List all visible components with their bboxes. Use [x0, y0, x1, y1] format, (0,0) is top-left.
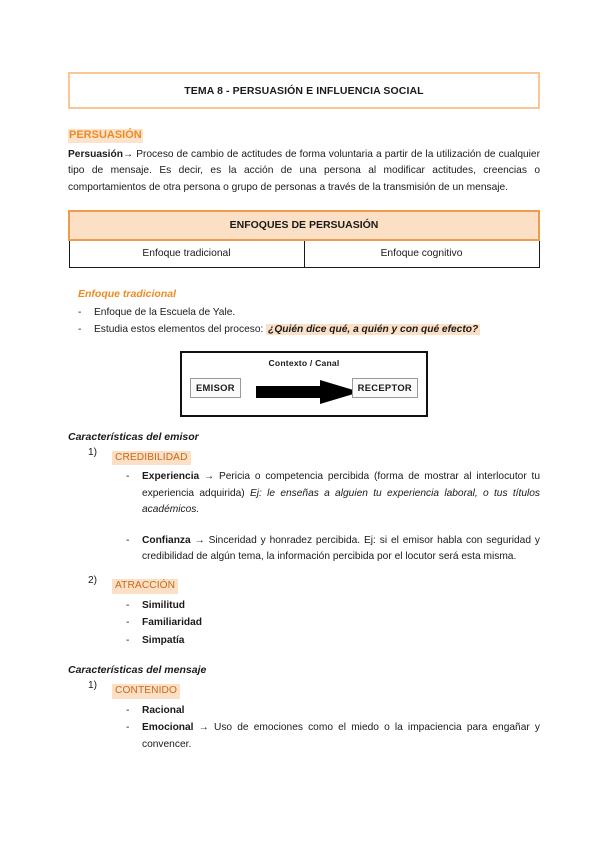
table-cell-enfoque-cognitivo: Enfoque cognitivo	[304, 240, 539, 268]
subitem-term: Racional	[142, 704, 185, 716]
subsection-heading-caracteristicas-mensaje: Características del mensaje	[68, 664, 207, 677]
table-header-row	[69, 211, 539, 240]
atraccion-sublist	[112, 598, 540, 650]
definition-arrow: →	[122, 148, 134, 160]
list-item	[112, 533, 540, 566]
list-item	[68, 680, 540, 753]
subsection-enfoque-tradicional	[68, 284, 540, 339]
mensaje-numbered-list	[68, 680, 540, 753]
subitem-term: Simpatía	[142, 634, 185, 646]
subitem-term: Experiencia	[142, 471, 200, 483]
communication-diagram	[180, 351, 428, 417]
subitem-term: Similitud	[142, 599, 186, 611]
list-item	[112, 720, 540, 753]
list-item	[112, 469, 540, 519]
subitem-arrow: →	[198, 722, 209, 734]
list-item	[112, 615, 540, 632]
subitem-term: Emocional	[142, 722, 194, 734]
contenido-sublist	[112, 703, 540, 754]
subitem-text: Pericia o competencia percibida (forma de mostrar al interlocutor tu experiencia adquirida)	[142, 471, 540, 499]
diagram-box-emisor: EMISOR	[190, 378, 241, 398]
subitem-text: Sinceridad y honradez percibida. Ej: si el emisor habla con seguridad y credibilidad de algún tema, la información percibida por el locutor será esta misma.	[142, 534, 540, 563]
page-title: TEMA 8 - PERSUASIÓN E INFLUENCIA SOCIAL	[184, 85, 424, 97]
spacer	[68, 568, 540, 575]
tag-credibilidad: CREDIBILIDAD	[112, 451, 191, 466]
list-item-text: Enfoque de la Escuela de Yale.	[94, 306, 236, 318]
enfoques-table	[68, 210, 540, 268]
list-item	[68, 322, 540, 339]
diagram-box-receptor: RECEPTOR	[352, 378, 418, 398]
table-row	[69, 240, 539, 268]
diagram-row	[182, 370, 426, 408]
list-item	[68, 305, 540, 322]
subitem-term: Confianza	[142, 534, 191, 546]
subitem-text: Uso de emociones como el miedo o la impaciencia para engañar y convencer.	[142, 722, 540, 750]
subsection-heading-caracteristicas-emisor: Características del emisor	[68, 430, 199, 443]
highlighted-question: ¿Quién dice qué, a quién y con qué efecto?	[268, 324, 479, 336]
list-item	[112, 703, 540, 720]
tag-contenido: CONTENIDO	[112, 684, 180, 699]
list-item	[112, 633, 540, 650]
subitem-term: Familiaridad	[142, 617, 203, 629]
section-heading-persuasion: PERSUASIÓN	[69, 129, 142, 141]
persuasion-definition-paragraph	[68, 147, 540, 197]
subitem-arrow: →	[194, 534, 205, 546]
list-item	[68, 447, 540, 566]
list-item-number: 2)	[88, 574, 98, 586]
diagram-context-label: Contexto / Canal	[268, 357, 340, 368]
list-item-number: 1)	[88, 446, 98, 458]
table-cell-enfoque-tradicional: Enfoque tradicional	[69, 240, 304, 268]
definition-term: Persuasión	[68, 148, 123, 160]
subitem-example: Ej: le enseñas a alguien tu experiencia laboral, o tus títulos académicos.	[142, 487, 541, 516]
subitem-arrow: →	[203, 471, 215, 483]
subsection-caracteristicas-emisor	[68, 431, 540, 649]
spacer	[68, 651, 540, 664]
list-item	[112, 598, 540, 615]
subsection-caracteristicas-mensaje	[68, 664, 540, 753]
list-item-text: Estudia estos elementos del proceso:	[94, 324, 267, 336]
right-arrow-icon	[256, 380, 360, 404]
list-item	[68, 575, 540, 649]
emisor-numbered-list	[68, 447, 540, 650]
definition-text: Proceso de cambio de actitudes de forma voluntaria a partir de la utilización de cualquier tipo de mensaje. Es decir, es la acción de una persona al modificar actitudes, creencias o comportamientos de otra persona o grupo de personas a través de la transmisión de un mensaje.	[68, 148, 540, 193]
section-heading-persuasion-wrap	[68, 125, 540, 147]
credibilidad-sublist	[112, 469, 540, 566]
enfoque-tradicional-list	[68, 305, 540, 339]
table-header-cell: ENFOQUES DE PERSUASIÓN	[69, 211, 539, 240]
list-item-number: 1)	[88, 679, 98, 691]
diagram-container	[68, 351, 540, 417]
tag-atraccion: ATRACCIÓN	[112, 579, 178, 594]
document-title-box	[68, 72, 540, 109]
subsection-heading-enfoque-tradicional: Enfoque tradicional	[78, 288, 177, 301]
